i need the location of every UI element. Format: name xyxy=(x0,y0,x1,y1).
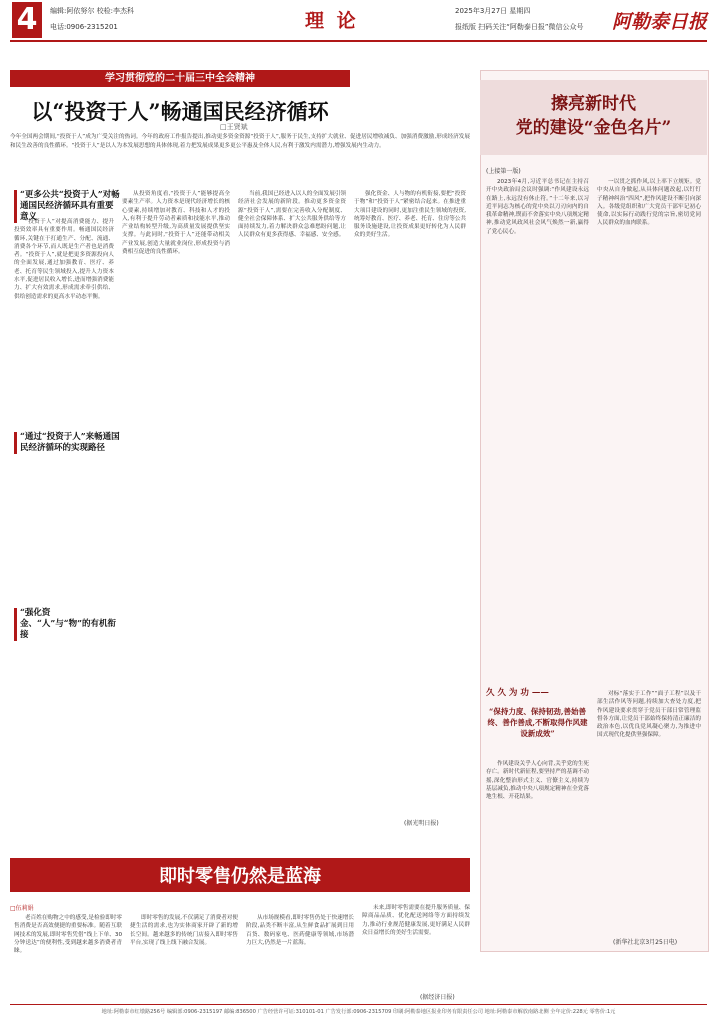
date-line: 2025年3月27日 星期四 xyxy=(455,7,531,15)
feature-column-2: 一以贯之抓作风,以上率下立规矩。党中央从自身做起,从具体问题改起,以钉钉子精神纠治“四风”,把作风建设不断引向深入。各级党组织和广大党员干部牢记初心使命,以实际行动践行党的宗旨,密切党同人民群众的血肉联系。 xyxy=(597,179,701,227)
article-column-3: 当前,我国已经进入以人的全面发展引领经济社会发展的新阶段。推动更多资金资源“投资于人”,需要在完善收入分配制度、健全社会保障体系、扩大公共服务供给等方面持续发力,着力解决群众急难愁盼问题,让人民群众有更多获得感、幸福感、安全感。 xyxy=(238,191,346,239)
page-header xyxy=(0,0,717,40)
article-source: (据光明日报) xyxy=(404,820,439,827)
newspaper-logo: 阿勒泰日报 xyxy=(611,11,707,33)
section-title: 理 论 xyxy=(305,10,359,32)
commentary-source: (据经济日报) xyxy=(420,994,455,1001)
header-divider xyxy=(10,40,707,42)
feature-title-line-1: 擦亮新时代 xyxy=(551,94,636,114)
page-footer: 地址:阿勒泰市红墩路256号 编辑部:0906-2315197 邮编:836500 广告经营许可证:310101-01 广告发行部:0906-2315709 印刷:阿勒泰地区报业印务有限责任公司 地址:阿勒泰市解放南路北侧 全年定价:228元 零售价:1元 xyxy=(101,1009,616,1015)
commentary-column-1: 老百姓在购物之中的感受,是检验即时零售消费是否高效便捷的重要标准。随着互联网技术的发展,即时零售凭借“线上下单、30分钟送达”的便利性,受到越来越多消费者青睐。 xyxy=(14,915,122,955)
continued-note: (上接第一版) xyxy=(486,168,521,175)
commentary-headline: 即时零售仍然是蓝海 xyxy=(159,866,321,887)
commentary-author: □伍莉娟 xyxy=(10,905,34,912)
article-column-4: 强化资金、人与物的有机衔接,要把“投资于物”和“投资于人”紧密结合起来。在推进重大项目建设的同时,更加注重民生领域的投资,统筹好教育、医疗、养老、托育、住房等公共服务设施建设,让投资成果更好转化为人民群众的美好生活。 xyxy=(354,191,466,239)
article-lead: 今年全国两会期间,“投资于人”成为广受关注的热词。今年的政府工作报告提出,推动更多资金资源“投资于人”,服务于民生,支持扩大就业、促进居民增收减负、加强消费激励,形成经济发展和民生改善的良性循环。“投资于人”是以人为本发展思想的具体体现,着力把发展成果更多更公平惠及全体人民,有利于激发内需潜力,增强发展内生动力。 xyxy=(10,134,470,149)
commentary-column-2: 即时零售的发展,不仅满足了消费者对便捷生活的需求,也为实体商家开辟了新的增长空间。越来越多的传统门店接入即时零售平台,实现了线上线下融合发展。 xyxy=(130,915,238,946)
tip-line: 报纸版 扫码关注“阿勒泰日报”微信公众号 xyxy=(455,23,584,31)
feature-column-3: 作风建设关乎人心向背,关乎党的生死存亡。新时代新征程,要坚持严的基调不动摇,深化整治形式主义、官僚主义,持续为基层减负,推动中央八项规定精神在全党落地生根、开花结果。 xyxy=(486,761,589,801)
commentary-column-3: 从市场规模看,即时零售仍处于快速增长阶段,品类不断丰富,从生鲜食品扩展到日用百货、数码家电、医药健康等领域,市场潜力巨大,仍然是一片蓝海。 xyxy=(246,915,354,946)
feature-source: (新华社北京3月25日电) xyxy=(613,939,678,946)
article-column-2: 从投资角度看,“投资于人”能够提高全要素生产率。人力资本是现代经济增长的核心要素,持续增加对教育、科技和人才的投入,有利于提升劳动者素质和技能水平,推动产业结构转型升级,为高质量发展提供坚实支撑。与此同时,“投资于人”还能带动相关产业发展,创造大量就业岗位,形成投资与消费相互促进的良性循环。 xyxy=(122,191,230,256)
feature-column-4: 对标“落实于工作”“面子工程”以及干部生活作风等问题,持续加大查处力度,把作风建设要求贯穿于党员干部日常管理监督各方面,让党员干部始终保持清正廉洁的政治本色,以优良党风凝心聚力,为推进中国式现代化提供坚强保障。 xyxy=(597,691,701,739)
feature-subhead: 久 久 为 功 —— xyxy=(486,688,549,698)
footer-divider xyxy=(10,1004,707,1005)
feature-column-1: 2023年4月,习近平总书记在主持召开中央政治局会议时强调:“作风建设永远在路上,永远没有休止符。”十二年来,以习近平同志为核心的党中央以刀刃向内的自我革命精神,锲而不舍落实中央八项规定精神,推动党风政风社会风气焕然一新,赢得了党心民心。 xyxy=(486,179,589,235)
feature-pull-quote: “保持力度、保持韧劲,善始善终、善作善成,不断取得作风建设新成效” xyxy=(487,707,588,738)
feature-title-line-2: 党的建设“金色名片” xyxy=(515,118,672,138)
article-column-1: “投资于人”对提高消费能力、提升投资效率具有重要作用。畅通国民经济循环,关键在于打通生产、分配、流通、消费各个环节,而人既是生产者也是消费者。“投资于人”,就是把更多资源投向人的全面发展,通过加强教育、医疗、养老、托育等民生领域投入,提升人力资本水平,促进居民收入增长,进而增强消费能力、扩大有效需求,形成需求牵引供给、供给创造需求的更高水平动态平衡。 xyxy=(14,219,114,300)
subheading-3: “强化资金、“人”与“物”的有机衔接 xyxy=(14,608,120,641)
topic-banner: 学习贯彻党的二十届三中全会精神 xyxy=(10,70,350,87)
subheading-2: “通过“投资于人”来畅通国民经济循环的实现路径 xyxy=(14,432,120,454)
commentary-column-4: 未来,即时零售需要在提升服务质量、保障商品品质、优化配送网络等方面持续发力,推动行业规范健康发展,更好满足人民群众日益增长的美好生活需要。 xyxy=(362,905,470,936)
article-author: □王贤斌 xyxy=(220,123,248,131)
article-headline: 以“投资于人”畅通国民经济循环 xyxy=(31,99,329,124)
feature-title xyxy=(480,92,707,140)
subheading-1: “更多公共“投资于人”对畅通国民经济循环具有重要意义 xyxy=(14,190,120,223)
phone-line: 电话:0906-2315201 xyxy=(50,23,118,31)
editor-line: 编辑:阿依努尔 校检:李杰科 xyxy=(50,7,134,15)
page-number: 4 xyxy=(12,2,42,38)
